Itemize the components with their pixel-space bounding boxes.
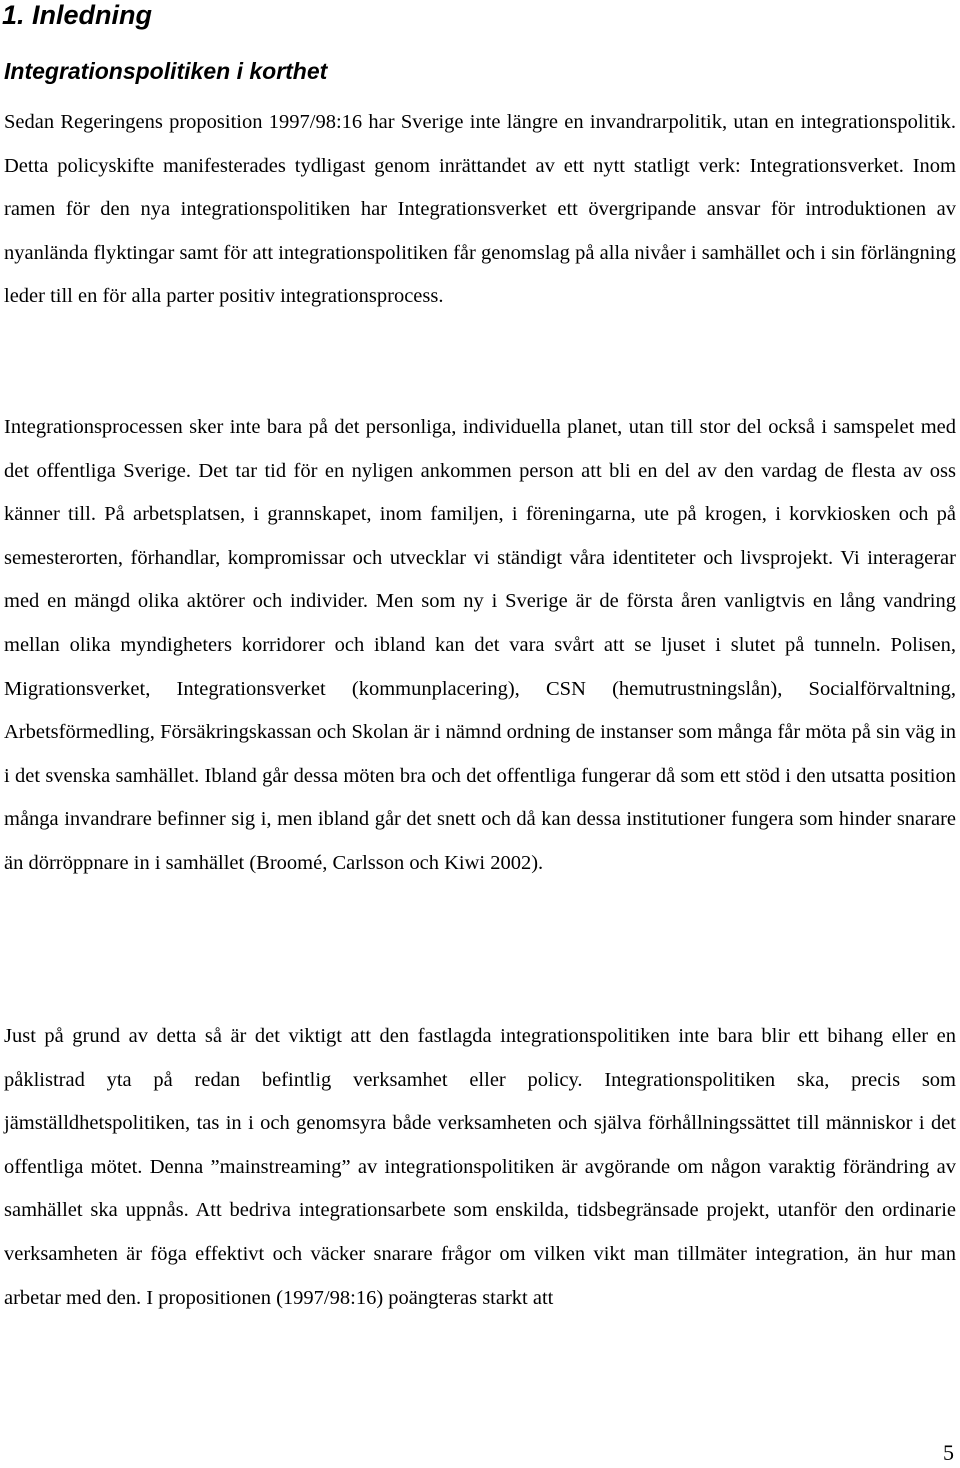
paragraph-1: Sedan Regeringens proposition 1997/98:16 har Sverige inte längre en invandrarpolitik, utan en integrationspolitik. Detta policyskifte manifesterades tydligast genom inrättandet av ett nytt statligt verk: Integrationsverket. Inom ramen för den nya integrationspolitiken har Integrationsverket ett övergripande ansvar för introduktionen av nyanlända flyktingar samt för att integrationspolitiken får genomslag på alla nivåer i samhället och i sin förlängning leder till en för alla parter positiv integrationsprocess. bbox=[4, 111, 956, 308]
page-number: 5 bbox=[943, 1440, 954, 1465]
chapter-title: 1. Inledning bbox=[2, 0, 153, 30]
paragraph-3: Just på grund av detta så är det viktigt att den fastlagda integrationspolitiken inte bara blir ett bihang eller en påklistrad yta på redan befintlig verksamhet eller policy. Integrationspolitiken ska, precis som jämställdhetspolitiken, tas in i och genomsyra både verksamheten och själva förhållningssättet till människor i det offentliga mötet. Denna ”mainstreaming” av integrationspolitiken är avgörande om någon varaktig förändring av samhället ska uppnås. Att bedriva integrationsarbete som enskilda, tidsbegränsade projekt, utanför den ordinarie verksamheten är föga effektivt och väcker snarare frågor om vilken vikt man tillmäter integration, än hur man arbetar med den. I propositionen (1997/98:16) poängteras starkt att bbox=[4, 1025, 956, 1309]
paragraph-2: Integrationsprocessen sker inte bara på det personliga, individuella planet, utan till stor del också i samspelet med det offentliga Sverige. Det tar tid för en nyligen ankommen person att bli en del av den vardag de flesta av oss känner till. På arbetsplatsen, i grannskapet, inom familjen, i föreningarna, ute på krogen, i korvkiosken och på semesterorten, förhandlar, kompromissar och utvecklar vi ständigt våra identiteter och livsprojekt. Vi interagerar med en mängd olika aktörer och individer. Men som ny i Sverige är de första åren vanligtvis en lång vandring mellan olika myndigheters korridorer och ibland kan det vara svårt att se ljuset i slutet på tunneln. Polisen, Migrationsverket, Integrationsverket (kommunplacering), CSN (hemutrustningslån), Socialförvaltning, Arbetsförmedling, Försäkringskassan och Skolan är i nämnd ordning de instanser som många får möta på sin väg in i det svenska samhället. Ibland går dessa möten bra och det offentliga fungerar då som ett stöd i den utsatta position många invandrare befinner sig i, men ibland går det snett och då kan dessa institutioner fungera som hinder snarare än dörröppnare in i samhället (Broomé, Carlsson och Kiwi 2002). bbox=[4, 416, 956, 874]
section-title: Integrationspolitiken i korthet bbox=[4, 58, 328, 84]
